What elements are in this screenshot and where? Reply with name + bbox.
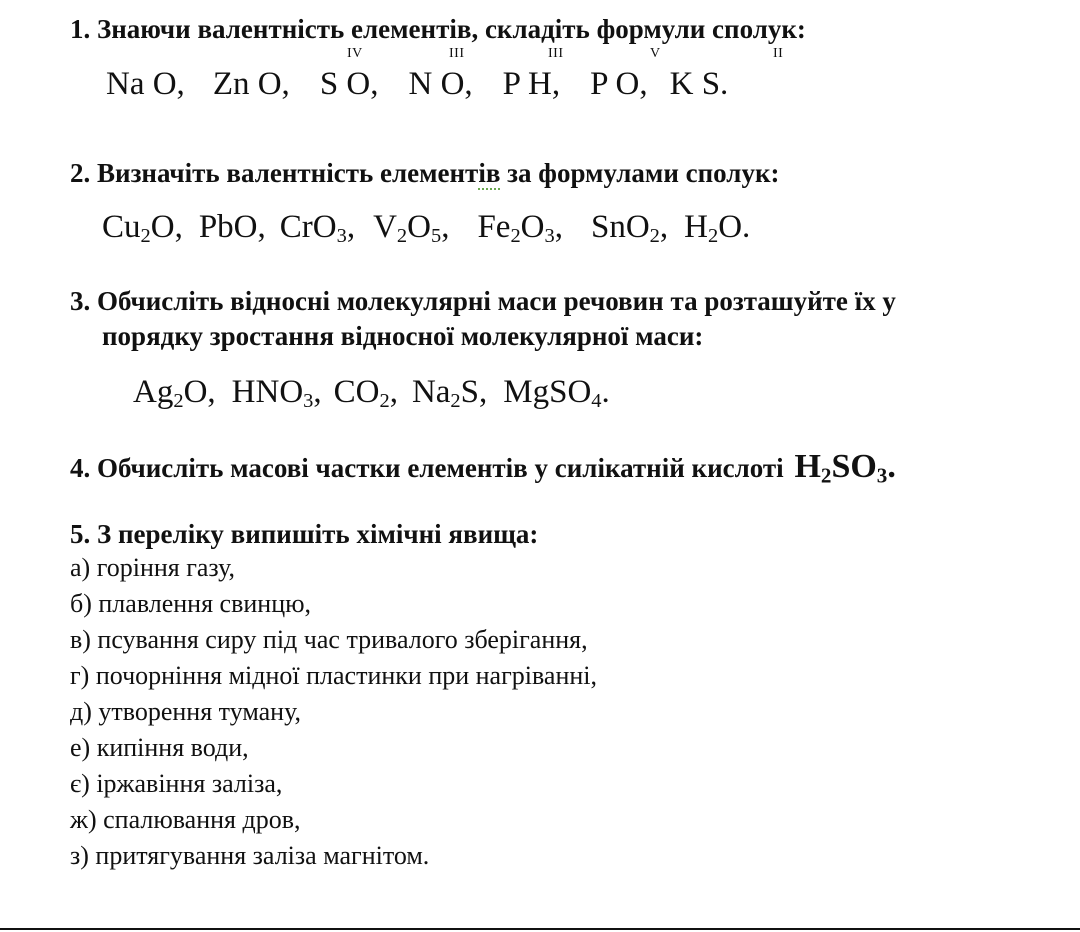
page-bottom-rule bbox=[0, 928, 1080, 930]
list-item: е) кипіння води, bbox=[70, 733, 249, 762]
task-5-text: З переліку випишіть хімічні явища: bbox=[97, 519, 539, 549]
task-2-text-end: за формулами сполук: bbox=[500, 158, 780, 188]
formula-pbo: PbO, bbox=[198, 209, 266, 245]
list-item: г) почорніння мідної пластинки при нагріванні, bbox=[70, 661, 598, 690]
list-item: є) іржавіння заліза, bbox=[70, 769, 283, 798]
task-3-formulas bbox=[133, 374, 610, 411]
task-2-text: Визначіть валентність елемент bbox=[97, 158, 479, 188]
task-3-line-1: Обчисліть відносні молекулярні маси речовин та розташуйте їх у bbox=[97, 286, 896, 316]
formula-k-s: K S. bbox=[669, 66, 729, 102]
list-item: б) плавлення свинцю, bbox=[70, 589, 312, 618]
task-3-line-2: порядку зростання відносної молекулярної маси: bbox=[102, 321, 704, 351]
list-item: д) утворення туману, bbox=[70, 697, 301, 726]
list-item: в) псування сиру під час тривалого зберігання, bbox=[70, 625, 588, 654]
formula-cro3: CrO$_3$, bbox=[279, 209, 356, 248]
task-2-heading bbox=[70, 156, 780, 190]
list-item: а) горіння газу, bbox=[70, 553, 236, 582]
task-3-number: 3. bbox=[70, 286, 91, 316]
formula-v2o5: $V_2O_5$, bbox=[373, 209, 450, 248]
list-item: ж) спалювання дров, bbox=[70, 805, 301, 834]
formula-ag2o: $Ag_2O$, bbox=[133, 374, 216, 413]
formula-p-h: P H, bbox=[502, 66, 561, 102]
task-2-text-underlined: ів bbox=[478, 158, 501, 188]
formula-fe2o3: $Fe_2O_3$, bbox=[477, 209, 563, 248]
valence-p1: III bbox=[548, 46, 564, 61]
formula-sno2: SnO$_2$, bbox=[590, 209, 669, 248]
task-5-list bbox=[70, 550, 597, 874]
formula-mgso4: MgSO$_4$. bbox=[503, 374, 610, 413]
task-4-number: 4. bbox=[70, 453, 91, 483]
task-1-formulas bbox=[106, 66, 728, 103]
formula-h2so3: $H_2SO_3$. bbox=[794, 448, 896, 488]
formula-cu2o: $Cu_2O$, bbox=[102, 209, 183, 248]
valence-s: IV bbox=[347, 46, 363, 61]
formula-n-o: N O, bbox=[408, 66, 473, 102]
task-2-number: 2. bbox=[70, 158, 91, 188]
task-4-text: Обчисліть масові частки елементів у силікатній кислоті bbox=[97, 453, 784, 483]
valence-p2: V bbox=[650, 46, 661, 61]
task-4-heading bbox=[70, 448, 896, 488]
formula-hno3: $HNO_3$, bbox=[231, 374, 322, 413]
formula-zn-o: Zn O, bbox=[212, 66, 290, 102]
formula-h2o: $H_2O$. bbox=[684, 209, 751, 248]
valence-n: III bbox=[449, 46, 465, 61]
task-2-formulas bbox=[102, 209, 750, 246]
valence-s2: II bbox=[773, 46, 784, 61]
formula-p-o: P O, bbox=[590, 66, 648, 102]
task-1-number: 1. bbox=[70, 14, 91, 44]
task-5-heading bbox=[70, 517, 538, 551]
task-1-text: Знаючи валентність елементів, складіть формули сполук: bbox=[97, 14, 806, 44]
formula-co2: $CO_2$, bbox=[333, 374, 398, 413]
task-5-number: 5. bbox=[70, 519, 91, 549]
formula-na2s: $Na_2S$, bbox=[411, 374, 488, 413]
task-1-heading bbox=[70, 12, 806, 46]
formula-na-o: Na O, bbox=[106, 66, 185, 102]
task-3-heading bbox=[70, 284, 896, 318]
list-item: з) притягування заліза магнітом. bbox=[70, 841, 430, 870]
formula-s-o: S O, bbox=[319, 66, 379, 102]
